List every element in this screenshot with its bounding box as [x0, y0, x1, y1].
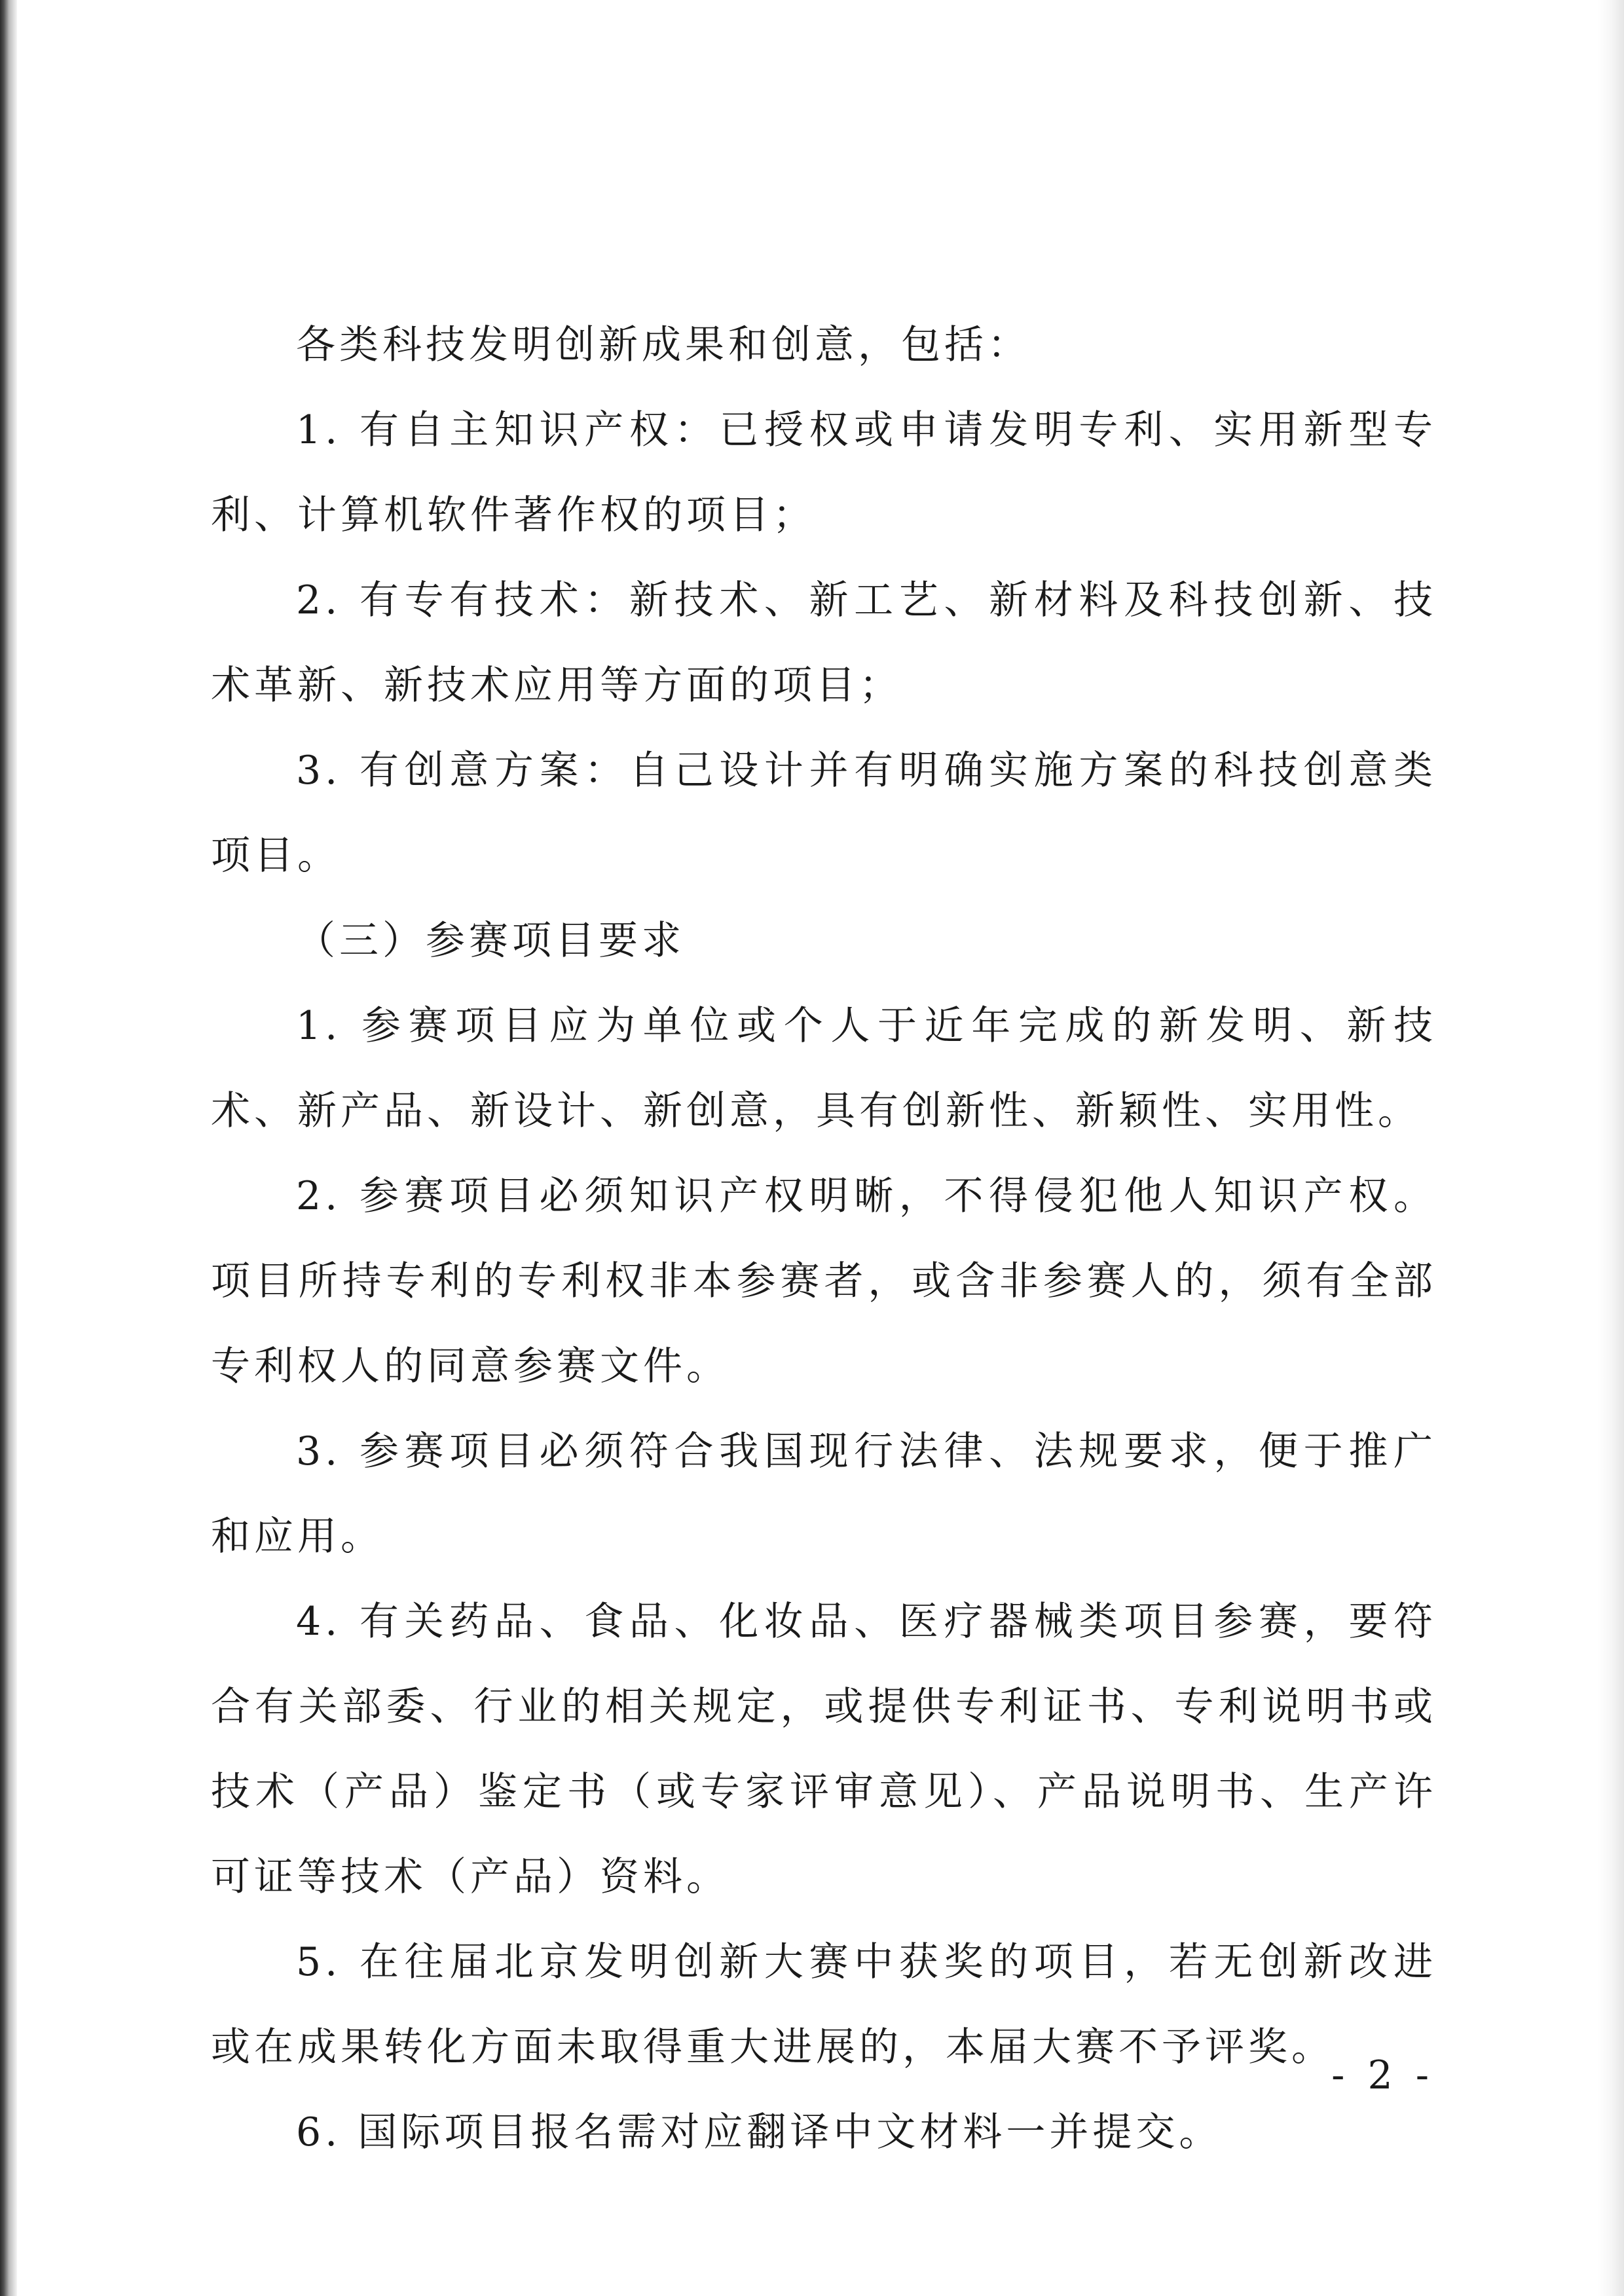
paragraph-req-5: 5. 在往届北京发明创新大赛中获奖的项目，若无创新改进或在成果转化方面未取得重大进展的，本届大赛不予评奖。 [211, 1939, 1437, 2070]
paragraph-item-1-ip: 1. 有自主知识产权：已授权或申请发明专利、实用新型专利、计算机软件著作权的项目； [211, 407, 1437, 538]
paragraph-intro: 各类科技发明创新成果和创意，包括： [296, 322, 1031, 368]
page-number: - 2 - [1331, 2052, 1434, 2098]
paragraph-req-3: 3. 参赛项目必须符合我国现行法律、法规要求，便于推广和应用。 [211, 1429, 1437, 1559]
paragraph-req-2: 2. 参赛项目必须知识产权明晰，不得侵犯他人知识产权。项目所持专利的专利权非本参赛者，或含非参赛人的，须有全部专利权人的同意参赛文件。 [211, 1173, 1437, 1389]
paragraph-req-6: 6. 国际项目报名需对应翻译中文材料一并提交。 [296, 2109, 1223, 2155]
section-heading-requirements: （三）参赛项目要求 [296, 918, 685, 964]
paragraph-item-2-tech: 2. 有专有技术：新技术、新工艺、新材料及科技创新、技术革新、新技术应用等方面的项目； [211, 577, 1437, 708]
paragraph-req-4: 4. 有关药品、食品、化妆品、医疗器械类项目参赛，要符合有关部委、行业的相关规定，或提供专利证书、专利说明书或技术（产品）鉴定书（或专家评审意见）、产品说明书、生产许可证等技术（产品）资料。 [211, 1599, 1437, 1900]
document-body [211, 302, 1437, 2175]
scan-edge-right [1598, 0, 1624, 2296]
scan-edge-left [0, 0, 17, 2296]
paragraph-req-1: 1. 参赛项目应为单位或个人于近年完成的新发明、新技术、新产品、新设计、新创意，具有创新性、新颖性、实用性。 [211, 1003, 1437, 1134]
paragraph-item-3-idea: 3. 有创意方案：自己设计并有明确实施方案的科技创意类项目。 [211, 748, 1437, 879]
